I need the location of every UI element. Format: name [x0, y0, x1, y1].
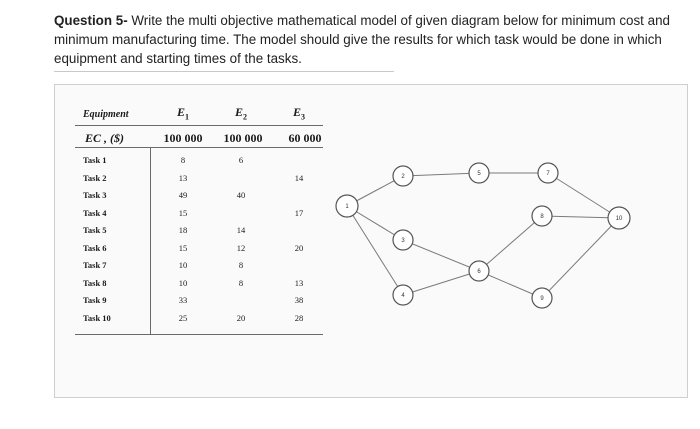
cost-e2: 100 000 — [223, 131, 263, 145]
time-e1: 8 — [180, 155, 186, 165]
diagram-node-label: 3 — [401, 238, 405, 244]
time-e2: 6 — [238, 155, 244, 165]
task-label: Task 4 — [83, 207, 107, 218]
time-e1: 10 — [178, 277, 188, 288]
diagram-node-label: 10 — [615, 216, 623, 222]
task-label: Task 8 — [83, 277, 107, 288]
time-e1: 15 — [178, 242, 188, 253]
time-e1: 49 — [178, 190, 188, 200]
time-e1: 25 — [178, 312, 188, 323]
diagram-node-label: 1 — [345, 204, 349, 210]
time-e2: 8 — [238, 260, 244, 270]
diagram-node-label: 6 — [477, 269, 481, 275]
task-label: Task 7 — [83, 260, 107, 270]
task-label: Task 5 — [83, 225, 107, 235]
equipment-e1: $E_1$ — [176, 105, 189, 122]
time-e1: 15 — [178, 207, 188, 218]
equipment-header: Equipment — [83, 109, 129, 120]
divider — [54, 71, 394, 72]
time-e2: 14 — [236, 225, 246, 235]
diagram-node-label: 9 — [540, 296, 544, 302]
table-rule — [75, 334, 323, 335]
time-e3: 14 — [294, 172, 304, 183]
task-label: Task 10 — [83, 312, 111, 323]
task-label: Task 6 — [83, 242, 107, 253]
time-e1: 10 — [178, 260, 188, 270]
table-divider — [150, 147, 151, 334]
equipment-e2: $E_2$ — [234, 105, 247, 122]
diagram-node-1 — [336, 195, 358, 217]
task-label: Task 2 — [83, 172, 107, 183]
task-label: Task 3 — [83, 190, 107, 200]
problem-image — [54, 84, 688, 398]
time-e1: 13 — [178, 172, 188, 183]
equipment-e3: $E_3$ — [292, 105, 305, 122]
question-number: Question 5- — [54, 13, 128, 28]
diagram-node-10 — [608, 207, 630, 229]
diagram-node-8 — [532, 206, 552, 226]
time-e1: 18 — [178, 225, 188, 235]
diagram-node-2 — [393, 166, 413, 186]
table-rule — [75, 147, 323, 148]
diagram-node-9 — [532, 288, 552, 308]
cost-label: EC , ($) — [85, 131, 124, 145]
diagram-node-label: 5 — [477, 171, 481, 177]
diagram-node-5 — [469, 163, 489, 183]
task-equipment-table — [55, 85, 355, 395]
time-e2: 8 — [238, 277, 244, 288]
time-e3: 28 — [294, 312, 304, 323]
time-e3: 20 — [294, 242, 304, 253]
diagram-node-label: 4 — [401, 293, 405, 299]
question-body: Write the multi objective mathematical model of given diagram below for minimum cost and minimum manufacturing time. The model should give the results for which task would be done in which equipment and starting times of the tasks. — [54, 13, 670, 66]
diagram-node-label: 8 — [540, 214, 544, 220]
time-e1: 33 — [178, 295, 188, 305]
cost-e3: 60 000 — [288, 131, 322, 145]
task-label: Task 9 — [83, 295, 107, 305]
question-text — [54, 11, 684, 68]
diagram-node-4 — [393, 285, 413, 305]
diagram-node-label: 2 — [401, 174, 405, 180]
diagram-node-label: 7 — [546, 171, 550, 177]
time-e3: 17 — [294, 207, 304, 218]
task-network-diagram — [325, 85, 685, 395]
time-e3: 13 — [294, 277, 304, 288]
diagram-node-3 — [393, 230, 413, 250]
time-e3: 38 — [294, 295, 304, 305]
time-e2: 20 — [236, 312, 246, 323]
task-label: Task 1 — [83, 155, 107, 165]
cost-e1: 100 000 — [163, 131, 203, 145]
table-rule — [75, 125, 323, 126]
diagram-node-6 — [469, 261, 489, 281]
diagram-node-7 — [538, 163, 558, 183]
time-e2: 12 — [236, 242, 246, 253]
time-e2: 40 — [236, 190, 246, 200]
